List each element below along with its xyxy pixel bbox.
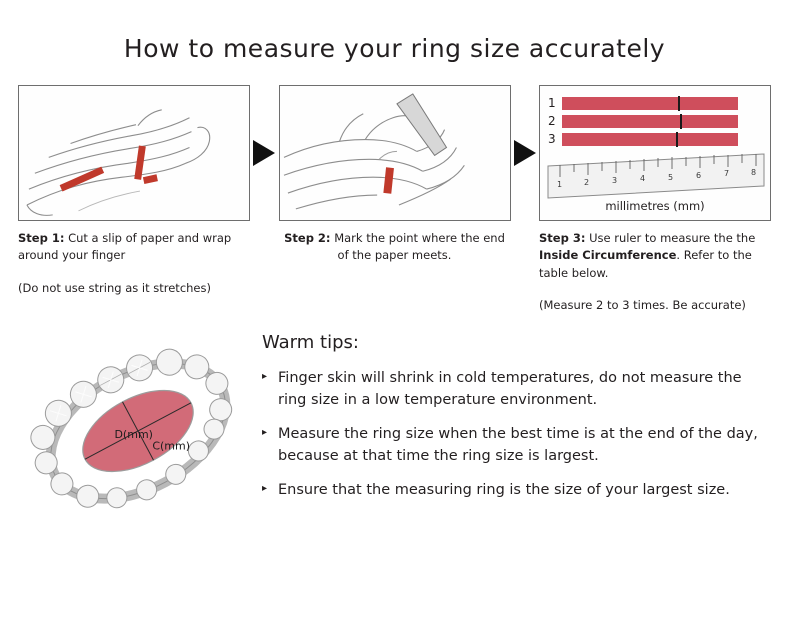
warm-tips-section xyxy=(258,326,771,541)
step-3-note: (Measure 2 to 3 times. Be accurate) xyxy=(539,297,746,312)
step-3-text-bold: Inside Circumference xyxy=(539,248,677,263)
tip-text: Measure the ring size when the best time is at the end of the day, because at that time the ring size is largest. xyxy=(278,425,758,465)
svg-text:1: 1 xyxy=(557,180,563,189)
step-3-label: Step 3: xyxy=(539,231,586,245)
step-3-text-after: . Refer to the table below. xyxy=(539,248,752,280)
step-1-caption xyxy=(18,230,250,265)
bar-row xyxy=(548,96,738,110)
svg-text:4: 4 xyxy=(640,174,646,183)
step-3-panel xyxy=(539,85,771,221)
ring-diameter-label: D(mm) xyxy=(114,427,153,441)
bar-number: 2 xyxy=(548,114,556,128)
paper-strip-bars xyxy=(548,96,738,150)
step-2-column xyxy=(279,85,511,265)
step-1-text: Cut a slip of paper and wrap around your finger xyxy=(18,231,232,263)
step-3-caption xyxy=(539,230,771,282)
step-2-label: Step 2: xyxy=(284,231,331,245)
hand-with-paper-strip-icon xyxy=(19,86,249,221)
step-3-column xyxy=(539,85,771,312)
bar-row xyxy=(548,132,738,146)
lower-section xyxy=(0,326,789,541)
tip-item xyxy=(262,367,771,412)
ring-circumference-label: C(mm) xyxy=(152,439,191,453)
hand-marking-paper-icon xyxy=(280,86,510,221)
step-1-label: Step 1: xyxy=(18,231,65,245)
svg-text:7: 7 xyxy=(724,169,730,178)
step-1-note: (Do not use string as it stretches) xyxy=(18,280,211,295)
paper-strip-bar xyxy=(562,115,738,128)
svg-text:5: 5 xyxy=(668,173,674,182)
step-2-caption xyxy=(279,230,511,265)
tip-item xyxy=(262,479,771,501)
paper-strip-bar xyxy=(562,133,738,146)
arrow-1-wrap xyxy=(250,85,279,221)
ruler-icon xyxy=(546,152,766,204)
bullet-icon: ▸ xyxy=(262,482,268,494)
step-1-column xyxy=(18,85,250,295)
svg-text:6: 6 xyxy=(696,171,702,180)
ruler-unit-label: millimetres (mm) xyxy=(605,199,705,213)
step-2-panel xyxy=(279,85,511,221)
step-3-text-before: Use ruler to measure the the xyxy=(589,231,756,245)
svg-text:8: 8 xyxy=(751,168,757,177)
paper-strip-bar xyxy=(562,97,738,110)
arrow-right-icon-2 xyxy=(514,140,536,166)
bullet-icon: ▸ xyxy=(262,370,268,382)
tip-text: Ensure that the measuring ring is the size of your largest size. xyxy=(278,481,730,498)
arrow-right-icon xyxy=(253,140,275,166)
bar-number: 3 xyxy=(548,132,556,146)
steps-row xyxy=(0,85,789,312)
diamond-eternity-ring-illustration xyxy=(18,326,258,541)
step-1-panel xyxy=(18,85,250,221)
step-2-text: Mark the point where the end of the paper meets. xyxy=(334,231,505,263)
ring-illustration-wrap xyxy=(18,326,258,541)
tip-item xyxy=(262,423,771,468)
bar-number: 1 xyxy=(548,96,556,110)
bullet-icon: ▸ xyxy=(262,426,268,438)
arrow-2-wrap xyxy=(511,85,540,221)
page-title: How to measure your ring size accurately xyxy=(123,34,666,63)
svg-text:3: 3 xyxy=(612,176,618,185)
tip-text: Finger skin will shrink in cold temperatures, do not measure the ring size in a low temperature environment. xyxy=(278,369,742,409)
warm-tips-title: Warm tips: xyxy=(262,331,359,353)
bar-row xyxy=(548,114,738,128)
svg-text:2: 2 xyxy=(584,178,590,187)
